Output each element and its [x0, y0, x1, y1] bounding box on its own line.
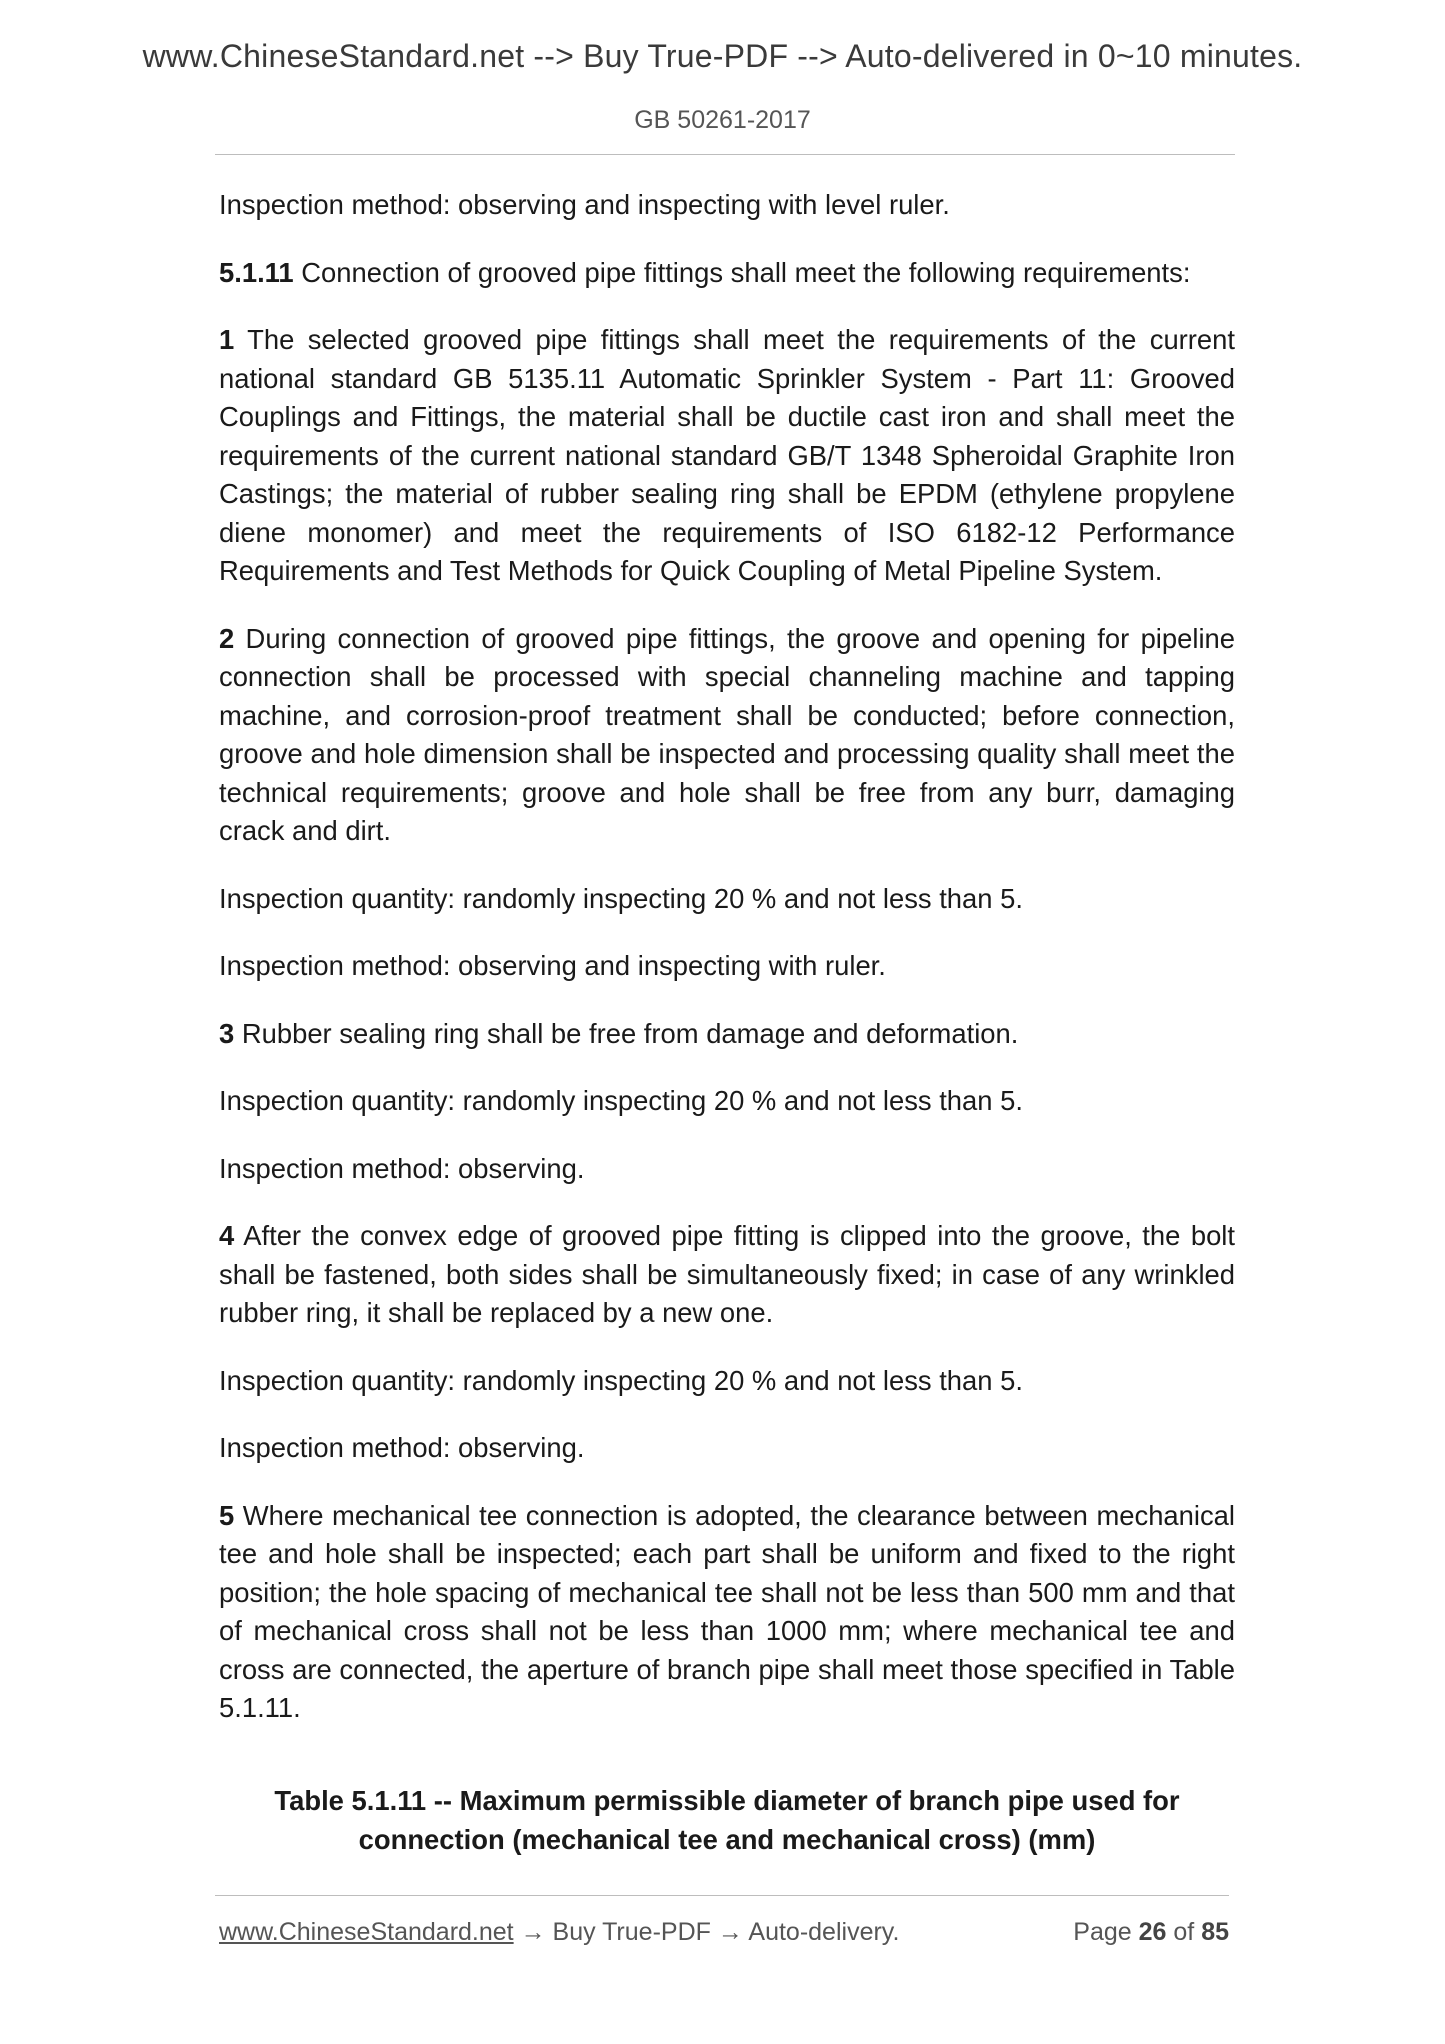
header-divider — [215, 154, 1235, 155]
table-title — [219, 1782, 1235, 1859]
clause-number: 5.1.11 — [219, 256, 294, 288]
paragraph — [219, 1429, 1235, 1468]
list-item — [219, 620, 1235, 851]
item-number: 2 — [219, 622, 235, 654]
table-title-line: connection (mechanical tee and mechanical cross) (mm) — [358, 1823, 1096, 1855]
standard-code: GB 50261-2017 — [634, 106, 811, 134]
footer-site-link[interactable]: www.ChineseStandard.net — [219, 1918, 514, 1946]
table-title-line: Table 5.1.11 -- Maximum permissible diameter of branch pipe used for — [274, 1785, 1180, 1816]
paragraph-text: Inspection quantity: randomly inspecting 20 % and not less than 5. — [219, 882, 1023, 914]
paragraph — [219, 880, 1235, 919]
clause-text: Connection of grooved pipe fittings shall meet the following requirements: — [293, 256, 1191, 288]
item-text: Rubber sealing ring shall be free from damage and deformation. — [234, 1017, 1019, 1049]
list-item — [219, 321, 1235, 591]
item-text: During connection of grooved pipe fittings, the groove and opening for pipeline connection shall be processed with special channeling machine and tapping machine, and corrosion-proof treatment shall be conducted; before connection, groove and hole dimension shall be inspected and processing quality shall meet the technical requirements; groove and hole shall be free from any burr, damaging crack and dirt. — [219, 622, 1235, 846]
paragraph-text: Inspection quantity: randomly inspecting 20 % and not less than 5. — [219, 1085, 1023, 1116]
item-text: After the convex edge of grooved pipe fitting is clipped into the groove, the bolt shall be fastened, both sides shall be simultaneously fixed; in case of any wrinkled rubber ring, it shall be replaced by a new one. — [219, 1220, 1235, 1328]
item-text: Where mechanical tee connection is adopted, the clearance between mechanical tee and hole shall be inspected; each part shall be uniform and fixed to the right position; the hole spacing of mechanical tee shall not be less than 500 mm and that of mechanical cross shall not be less than 1000 mm; where mechanical tee and cross are connected, the aperture of branch pipe shall meet those specified in Table 5.1.11. — [219, 1499, 1235, 1723]
item-number: 1 — [219, 324, 235, 355]
footer-divider — [215, 1895, 1229, 1896]
page-indicator — [1073, 1918, 1229, 1947]
list-item — [219, 1015, 1235, 1054]
item-number: 4 — [219, 1220, 235, 1251]
paragraph — [219, 947, 1235, 986]
paragraph — [219, 1082, 1235, 1121]
site-banner[interactable]: www.ChineseStandard.net --> Buy True-PDF --> Auto-delivered in 0~10 minutes. — [142, 38, 1303, 74]
document-body — [219, 186, 1235, 1757]
page-label: Page — [1073, 1918, 1139, 1946]
paragraph-text: Inspection method: observing and inspecting with level ruler. — [219, 189, 950, 220]
list-item — [219, 1497, 1235, 1728]
paragraph-text: Inspection method: observing and inspecting with ruler. — [219, 950, 886, 981]
item-number: 3 — [219, 1017, 235, 1049]
page-number: 26 — [1138, 1918, 1167, 1946]
paragraph-text: Inspection method: observing. — [219, 1432, 585, 1463]
paragraph-text: Inspection method: observing. — [219, 1152, 585, 1184]
paragraph-text: Inspection quantity: randomly inspecting 20 % and not less than 5. — [219, 1364, 1023, 1396]
clause-heading — [219, 254, 1235, 293]
footer-promo — [219, 1918, 899, 1947]
paragraph — [219, 1150, 1235, 1189]
of-label: of — [1166, 1918, 1202, 1946]
page-total: 85 — [1201, 1918, 1229, 1946]
paragraph — [219, 186, 1235, 225]
list-item — [219, 1217, 1235, 1333]
paragraph — [219, 1362, 1235, 1401]
footer-promo-text: → Buy True-PDF → Auto-delivery. — [513, 1918, 900, 1946]
item-number: 5 — [219, 1499, 235, 1531]
item-text: The selected grooved pipe fittings shall meet the requirements of the current national standard GB 5135.11 Automatic Sprinkler System - Part 11: Grooved Couplings and Fittings, the material shall be ductile cast iron and shall meet the requirements of the current national standard GB/T 1348 Spheroidal Graphite Iron Castings; the material of rubber sealing ring shall be EPDM (ethylene propylene diene monomer) and meet the requirements of ISO 6182-12 Performance Requirements and Test Methods for Quick Coupling of Metal Pipeline System. — [219, 324, 1235, 586]
